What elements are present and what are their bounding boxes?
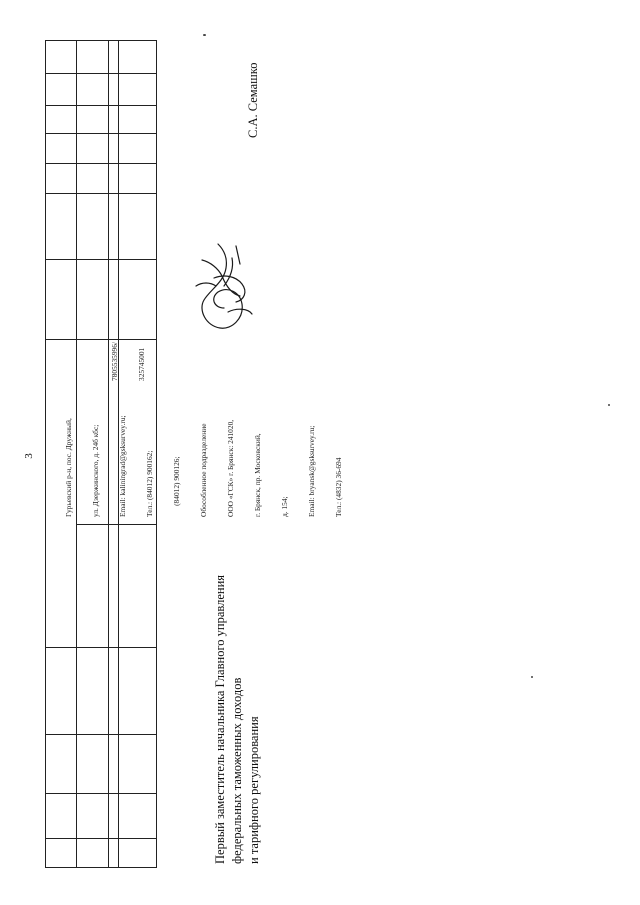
kpp-line: 325745001: [137, 347, 146, 381]
scan-speck: [531, 676, 533, 678]
table-divider: [46, 163, 156, 164]
scan-speck: [203, 34, 206, 36]
scan-speck: [608, 404, 610, 406]
signatory-name: С.А. Семашко: [246, 62, 260, 138]
table-divider: [46, 193, 156, 194]
address-line: Гурьевский р-н, пос. Дружный,: [64, 418, 73, 517]
handwritten-signature: [188, 238, 258, 334]
address-line: (84012) 900126;: [172, 456, 181, 517]
table-divider: [46, 73, 156, 74]
table-divider: [46, 838, 156, 839]
signatory-title-line: и тарифного регулирования: [247, 716, 261, 864]
address-line: ООО «ГСК» г. Брянск: 241020,: [226, 419, 235, 517]
signatory-title-line: федеральных таможенных доходов: [230, 677, 244, 864]
table-divider: [46, 105, 156, 106]
address-line: Email: bryansk@gsksurvey.ru;: [307, 425, 316, 517]
address-line: Email: kaliningrad@gsksurvey.ru;: [118, 415, 127, 517]
table-divider: [76, 524, 156, 525]
address-line: г. Брянск, пр. Московский,: [253, 433, 262, 517]
address-line: ул. Дзержинского, д. 24б кбс;: [91, 424, 100, 517]
table-divider: [46, 259, 156, 260]
table-divider: [46, 647, 156, 648]
signatory-title-line: Первый заместитель начальника Главного управления: [213, 574, 227, 864]
address-line: д. 154;: [280, 496, 289, 517]
address-line: Тел.: (4832) 36-694: [334, 457, 343, 517]
inn-line: 7805535996/: [110, 341, 119, 381]
address-line: Тел.: (84012) 900162;: [145, 450, 154, 517]
page-number: 3: [22, 453, 35, 459]
signatory-title: [212, 575, 263, 864]
table-divider: [46, 339, 156, 340]
inn-kpp-cell: [92, 342, 164, 381]
table-divider: [46, 793, 156, 794]
table-divider: [46, 734, 156, 735]
address-line: Обособленное подразделение: [199, 423, 208, 517]
address-cell: [46, 415, 361, 517]
table-divider: [46, 133, 156, 134]
